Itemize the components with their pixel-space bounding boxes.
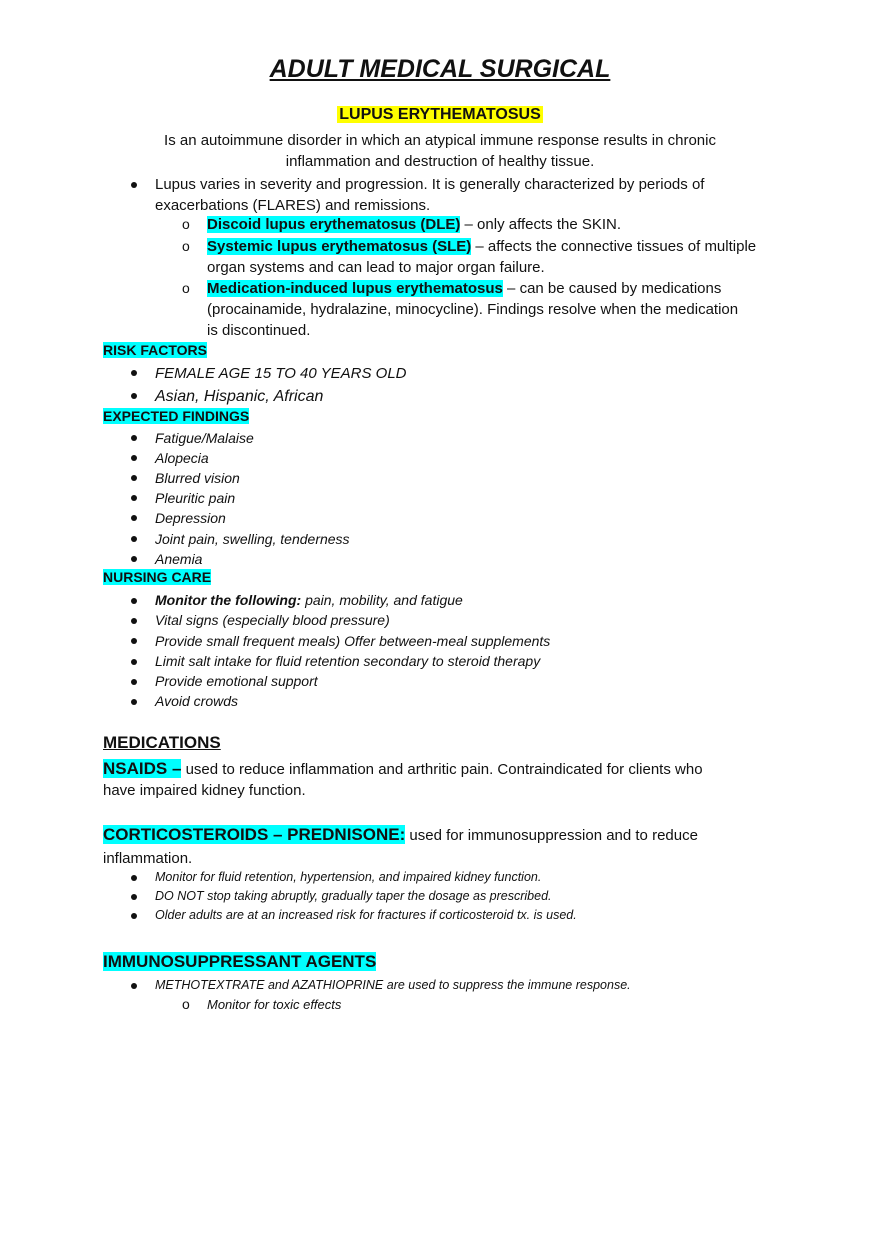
type-sle-name: Systemic lupus erythematosus (SLE) [207,238,472,255]
bullet-icon [131,679,137,685]
nsaids-row [103,758,703,781]
type-sle-line2: organ systems and can lead to major organ failure. [207,259,545,276]
nsaids-text: used to reduce inflammation and arthritic pain. Contraindicated for clients who [181,761,703,778]
bullet-icon [131,894,137,900]
page-title: ADULT MEDICAL SURGICAL [269,55,611,83]
corticosteroids-row [103,824,698,847]
corticosteroids-label: CORTICOSTEROIDS – PREDNISONE: [103,825,406,844]
nsaids-line2: have impaired kidney function. [103,782,306,799]
bullet-icon [131,699,137,705]
nursing-item: Provide small frequent meals) Offer between-meal supplements [155,633,551,649]
finding-item: Depression [155,510,226,526]
type-dle-name: Discoid lupus erythematosus (DLE) [207,216,461,233]
bullet-icon [131,983,137,989]
finding-item: Anemia [155,551,203,567]
nursing-monitor-label: Monitor the following: [155,592,302,608]
risk-factor-item: FEMALE AGE 15 TO 40 YEARS OLD [155,365,407,382]
bullet-icon [131,875,137,881]
bullet-icon [131,659,137,665]
finding-item: Alopecia [155,450,209,466]
bullet-icon [131,515,137,521]
immunosuppressant-item: METHOTEXTRATE and AZATHIOPRINE are used to suppress the immune response. [155,978,631,992]
type-drug-induced [207,278,721,299]
bullet-icon [131,475,137,481]
type-dle [207,214,621,235]
corticosteroids-text: used for immunosuppression and to reduce [405,827,698,844]
bullet-icon [131,913,137,919]
bullet-icon [131,536,137,542]
cortico-item: DO NOT stop taking abruptly, gradually taper the dosage as prescribed. [155,889,552,903]
type-sle-desc: – affects the connective tissues of multiple [471,238,757,255]
risk-factors-heading: RISK FACTORS [103,342,207,358]
lupus-heading: LUPUS ERYTHEMATOSUS [339,106,541,123]
bullet-icon [131,598,137,604]
bullet-icon [131,435,137,441]
nursing-item: Limit salt intake for fluid retention secondary to steroid therapy [155,653,541,669]
sub-bullet-icon: o [182,996,190,1012]
type-drug-induced-line3: is discontinued. [207,322,311,339]
medications-heading: MEDICATIONS [103,733,221,752]
bullet-icon [131,618,137,624]
lupus-intro-line2: inflammation and destruction of healthy tissue. [285,153,595,170]
type-drug-induced-desc: – can be caused by medications [502,280,722,297]
nursing-item: Avoid crowds [155,693,239,709]
nursing-care-heading: NURSING CARE [103,569,212,585]
cortico-item: Monitor for fluid retention, hypertension, and impaired kidney function. [155,870,542,884]
risk-factor-item: Asian, Hispanic, African [155,388,324,405]
bullet-icon [131,638,137,644]
expected-findings-heading-row [103,408,249,426]
type-sle [207,236,756,257]
lupus-bullet-line1: Lupus varies in severity and progression. It is generally characterized by periods of [155,176,705,193]
nsaids-label: NSAIDS – [103,759,182,778]
bullet-icon [131,455,137,461]
bullet-icon [131,495,137,501]
finding-item: Pleuritic pain [155,490,236,506]
lupus-intro-line1: Is an autoimmune disorder in which an atypical immune response results in chronic [164,132,716,149]
bullet-icon [131,556,137,562]
sub-bullet-icon: o [182,216,190,232]
finding-item: Blurred vision [155,470,240,486]
bullet-icon [131,370,137,376]
nursing-care-heading-row [103,569,211,587]
lupus-bullet-line2: exacerbations (FLARES) and remissions. [155,197,431,214]
sub-bullet-icon: o [182,280,190,296]
immunosuppressant-subitem: Monitor for toxic effects [207,997,342,1012]
bullet-icon [131,182,137,188]
immunosuppressant-label: IMMUNOSUPPRESSANT AGENTS [103,952,377,971]
nursing-item: Vital signs (especially blood pressure) [155,612,390,628]
sub-bullet-icon: o [182,238,190,254]
nursing-monitor-text: pain, mobility, and fatigue [301,592,463,608]
bullet-icon [131,393,137,399]
type-dle-desc: – only affects the SKIN. [460,216,622,233]
finding-item: Joint pain, swelling, tenderness [155,531,350,547]
lupus-heading-row [0,106,880,124]
nursing-item: Provide emotional support [155,673,318,689]
finding-item: Fatigue/Malaise [155,430,254,446]
corticosteroids-line2: inflammation. [103,850,193,867]
expected-findings-heading: EXPECTED FINDINGS [103,408,250,424]
type-drug-induced-line2: (procainamide, hydralazine, minocycline). Findings resolve when the medication [207,301,739,318]
nursing-item-monitor [155,590,463,610]
type-drug-induced-name: Medication-induced lupus erythematosus [207,280,503,297]
immunosuppressant-row [103,950,376,974]
cortico-item: Older adults are at an increased risk for fractures if corticosteroid tx. is used. [155,908,577,922]
risk-factors-heading-row [103,342,207,360]
